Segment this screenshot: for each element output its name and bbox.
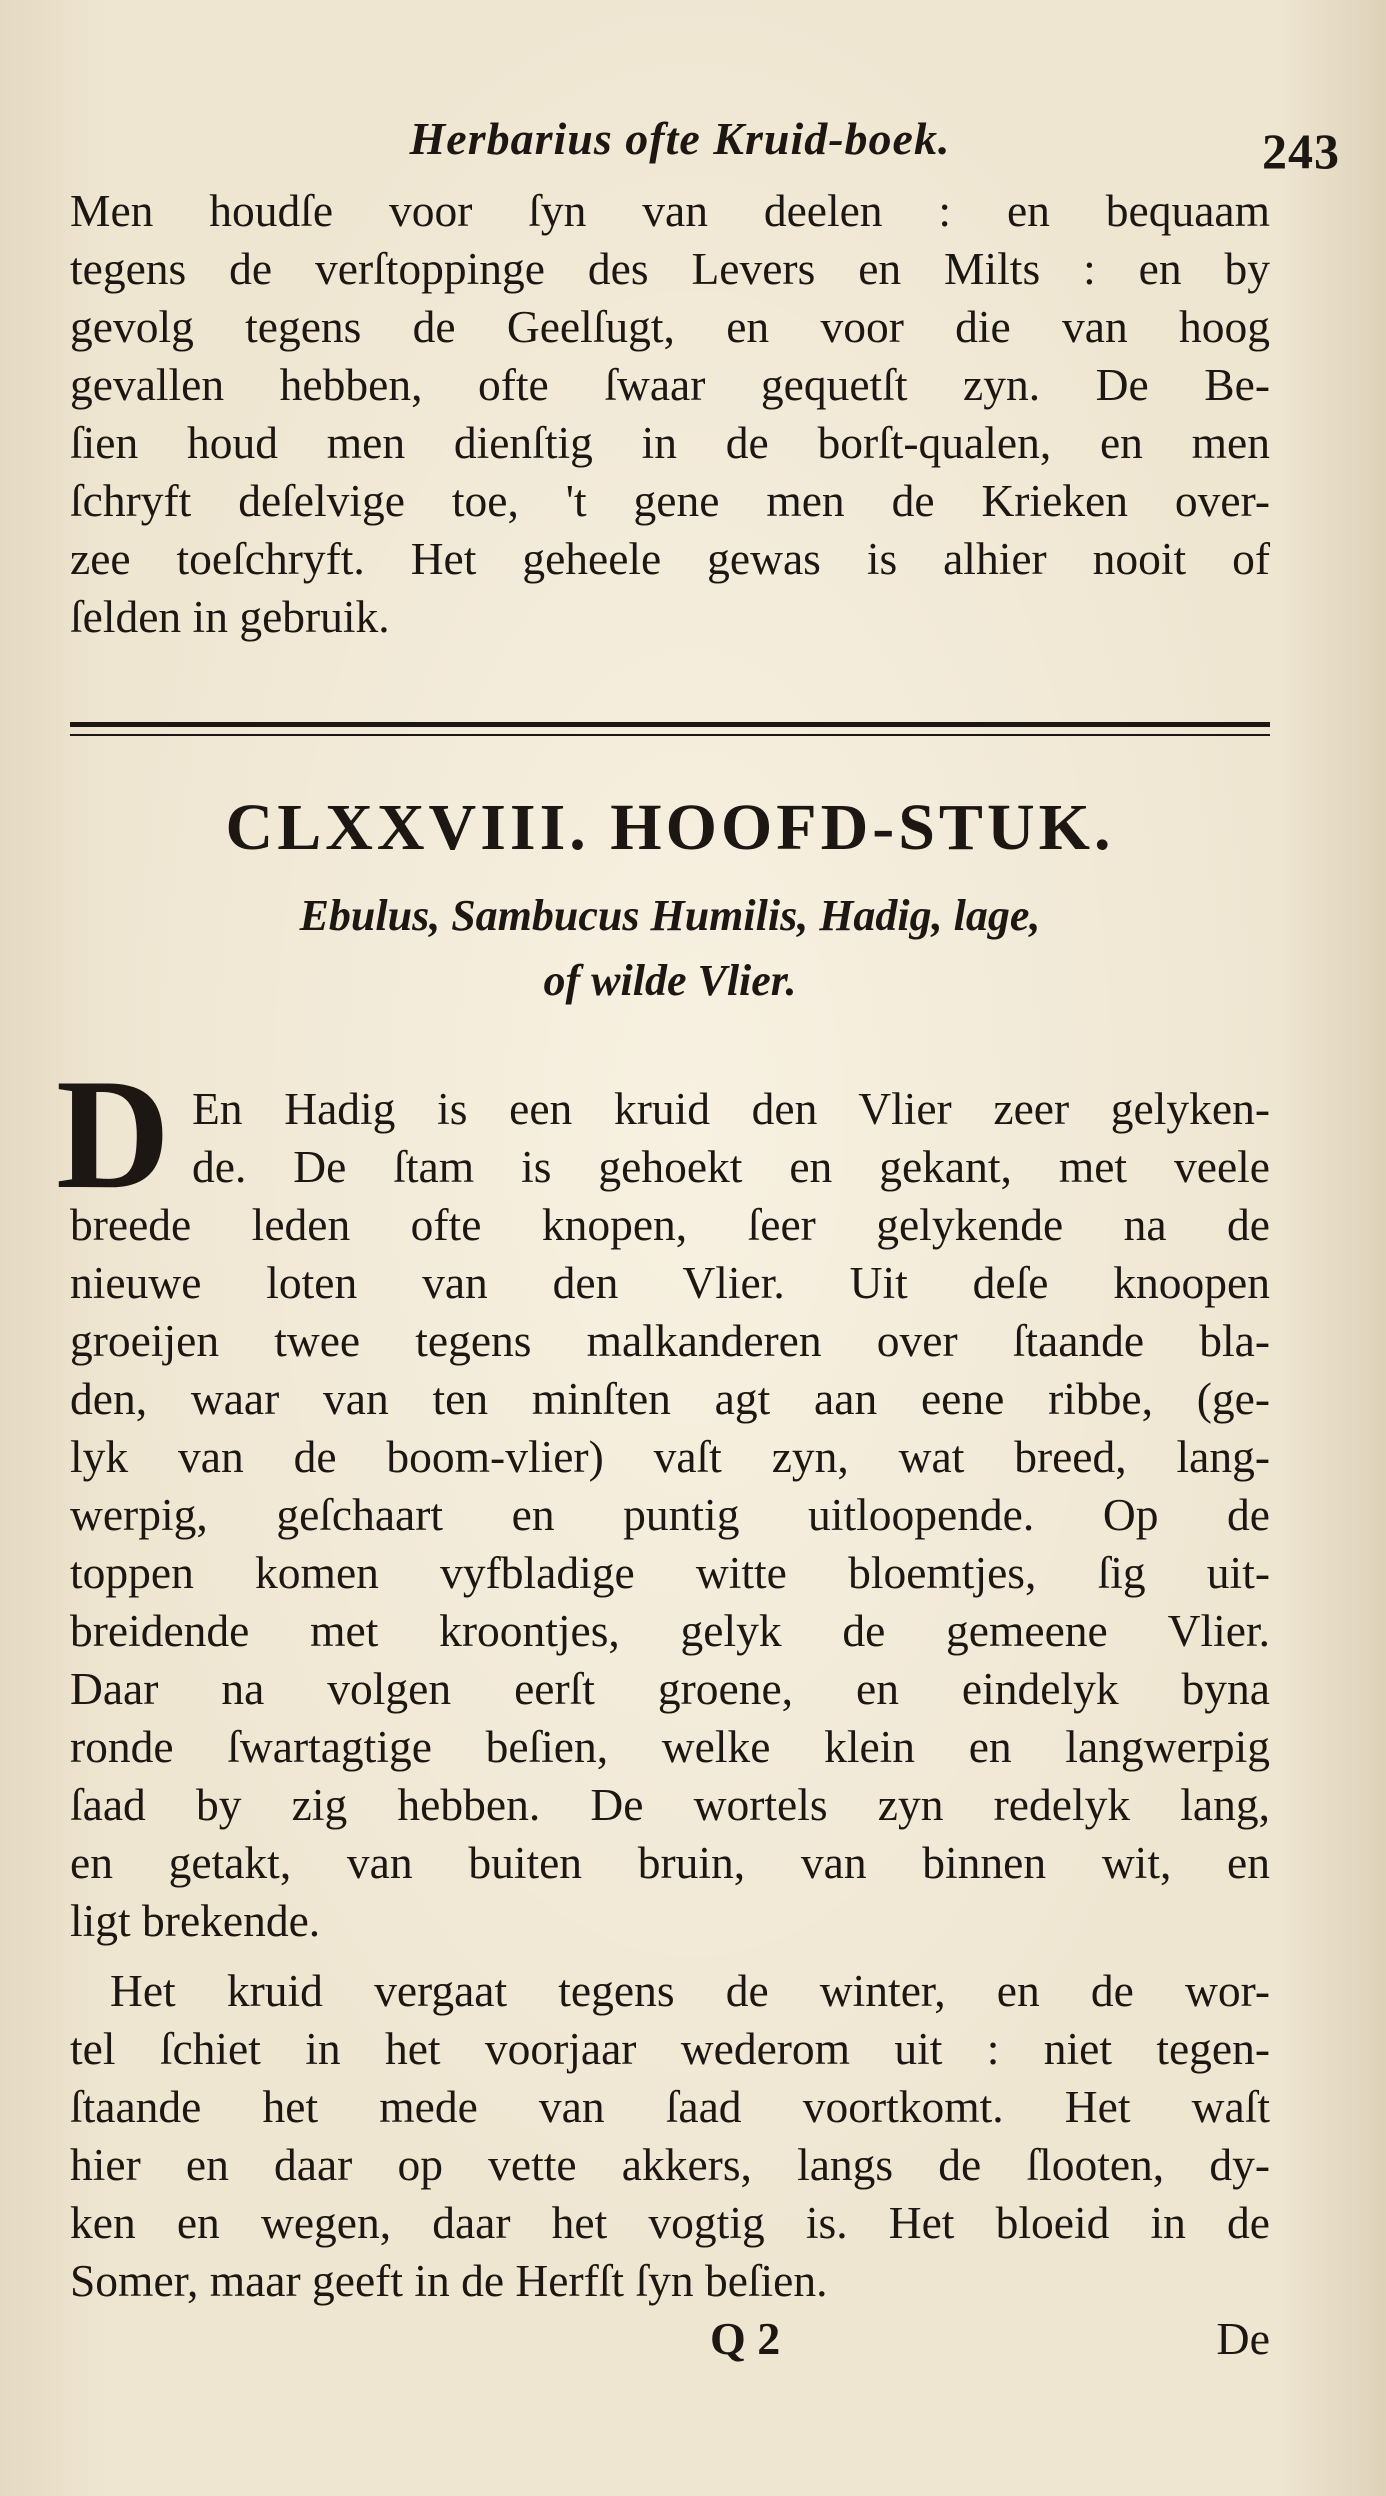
text-line: gevolg tegens de Geelſugt, en voor die van hoog: [70, 301, 1270, 352]
text-line: ken en wegen, daar het vogtig is. Het bloeid in de: [70, 2197, 1270, 2248]
top-paragraph: [70, 182, 1270, 646]
text-line: breidende met kroontjes, gelyk de gemeene Vlier.: [70, 1605, 1270, 1656]
page-header: [60, 112, 1340, 182]
text-line: tel ſchiet in het voorjaar wederom uit : niet tegen-: [70, 2023, 1270, 2074]
chapter-heading: CLXXVIII. HOOFD-STUK.: [225, 791, 1115, 864]
page-footer: [70, 2312, 1270, 2372]
paragraph-body: [70, 1962, 1270, 2310]
chapter-subtitle: of wilde Vlier.: [543, 956, 797, 1005]
signature-mark: Q 2: [710, 2313, 781, 2364]
text-line: Daar na volgen eerſt groene, en eindelyk byna: [70, 1663, 1270, 1714]
text-line: Men houdſe voor ſyn van deelen : en bequaam: [70, 185, 1270, 236]
text-line: ſchryft deſelvige toe, 't gene men de Krieken over-: [70, 475, 1270, 526]
text-line: breede leden ofte knopen, ſeer gelykende na de: [70, 1199, 1270, 1250]
text-line: En Hadig is een kruid den Vlier zeer gelyken-: [192, 1083, 1270, 1134]
text-line: gevallen hebben, ofte ſwaar gequetſt zyn. De Be-: [70, 359, 1270, 410]
text-line: ſaad by zig hebben. De wortels zyn redelyk lang,: [70, 1779, 1270, 1830]
text-line: de. De ſtam is gehoekt en gekant, met veele: [192, 1141, 1270, 1192]
drop-cap: D: [56, 1047, 171, 1222]
text-line: tegens de verſtoppinge des Levers en Milts : en by: [70, 243, 1270, 294]
text-line: en getakt, van buiten bruin, van binnen wit, en: [70, 1837, 1270, 1888]
text-line: werpig, geſchaart en puntig uitloopende. Op de: [70, 1489, 1270, 1540]
text-line: hier en daar op vette akkers, langs de ſlooten, dy-: [70, 2139, 1270, 2190]
text-line: zee toeſchryft. Het geheele gewas is alhier nooit of: [70, 533, 1270, 584]
text-line: ligt brekende.: [70, 1895, 321, 1946]
text-line: nieuwe loten van den Vlier. Uit deſe knoopen: [70, 1257, 1270, 1308]
text-line: ſtaande het mede van ſaad voortkomt. Het waſt: [70, 2081, 1270, 2132]
text-line: Somer, maar geeft in de Herfſt ſyn beſien.: [70, 2255, 828, 2306]
text-line: ſien houd men dienſtig in de borſt-qualen, en men: [70, 417, 1270, 468]
catchword: De: [1216, 2313, 1270, 2364]
chapter-subtitle: Ebulus, Sambucus Humilis, Hadig, lage,: [299, 891, 1041, 940]
paragraph-opening: [192, 1080, 1270, 1196]
section-rule: [70, 722, 1270, 736]
text-line: Het kruid vergaat tegens de winter, en de wor-: [110, 1965, 1270, 2016]
paragraph-body: [70, 1196, 1270, 1950]
text-line: ſelden in gebruik.: [70, 591, 390, 642]
text-line: den, waar van ten minſten agt aan eene ribbe, (ge-: [70, 1373, 1270, 1424]
page-number: 243: [1262, 123, 1340, 179]
running-title: Herbarius ofte Kruid-boek.: [409, 113, 951, 164]
text-line: groeijen twee tegens malkanderen over ſtaande bla-: [70, 1315, 1270, 1366]
text-line: lyk van de boom-vlier) vaſt zyn, wat breed, lang-: [70, 1431, 1270, 1482]
text-line: toppen komen vyfbladige witte bloemtjes, ſig uit-: [70, 1547, 1270, 1598]
text-line: ronde ſwartagtige beſien, welke klein en langwerpig: [70, 1721, 1270, 1772]
